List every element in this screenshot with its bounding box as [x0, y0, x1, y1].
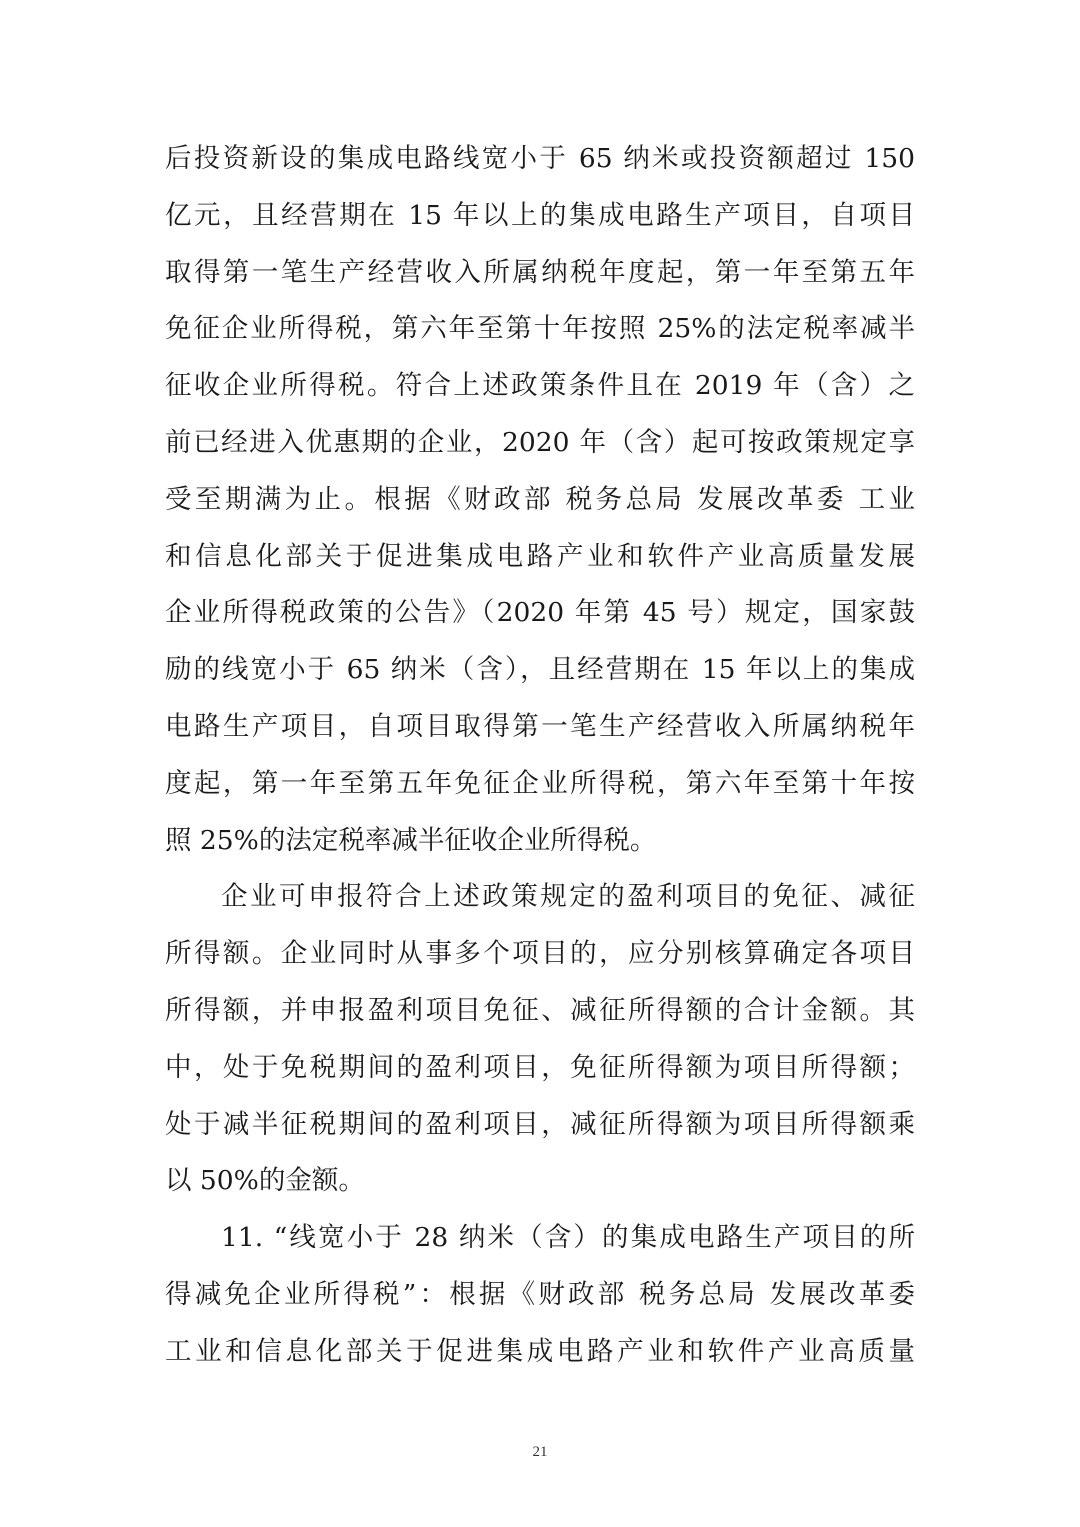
text-line: 照 25%的法定税率减半征收企业所得税。 — [165, 824, 657, 856]
text-line: 征收企业所得税。符合上述政策条件且在 2019 年（含）之 — [165, 370, 915, 402]
text-line: 处于减半征税期间的盈利项目，减征所得额为项目所得额乘 — [165, 1108, 915, 1140]
text-line: 所得额，并申报盈利项目免征、减征所得额的合计金额。其 — [165, 994, 915, 1026]
text-line: 工业和信息化部关于促进集成电路产业和软件产业高质量 — [165, 1335, 915, 1367]
text-line: 得减免企业所得税”：根据《财政部 税务总局 发展改革委 — [165, 1278, 915, 1310]
text-line: 励的线宽小于 65 纳米（含），且经营期在 15 年以上的集成 — [165, 654, 915, 686]
text-line: 前已经进入优惠期的企业，2020 年（含）起可按政策规定享 — [165, 426, 915, 458]
text-line: 免征企业所得税，第六年至第十年按照 25%的法定税率减半 — [165, 313, 915, 345]
text-line: 中，处于免税期间的盈利项目，免征所得额为项目所得额； — [165, 1051, 915, 1083]
text-line: 和信息化部关于促进集成电路产业和软件产业高质量发展 — [165, 540, 915, 572]
text-line: 以 50%的金额。 — [165, 1165, 365, 1197]
text-line: 后投资新设的集成电路线宽小于 65 纳米或投资额超过 150 — [165, 143, 915, 174]
document-body — [165, 131, 915, 1381]
text-line: 取得第一笔生产经营收入所属纳税年度起，第一年至第五年 — [165, 256, 915, 288]
text-line: 企业所得税政策的公告》（2020 年第 45 号）规定，国家鼓 — [165, 597, 915, 629]
text-line: 受至期满为止。根据《财政部 税务总局 发展改革委 工业 — [165, 483, 915, 515]
text-line: 11. “线宽小于 28 纳米（含）的集成电路生产项目的所 — [221, 1222, 915, 1254]
text-line: 亿元，且经营期在 15 年以上的集成电路生产项目，自项目 — [165, 199, 915, 231]
text-line: 所得额。企业同时从事多个项目的，应分别核算确定各项目 — [165, 938, 915, 970]
text-line: 电路生产项目，自项目取得第一笔生产经营收入所属纳税年 — [165, 710, 915, 742]
text-line: 企业可申报符合上述政策规定的盈利项目的免征、减征 — [221, 881, 915, 913]
page-number: 21 — [532, 1444, 548, 1460]
text-line: 度起，第一年至第五年免征企业所得税，第六年至第十年按 — [165, 767, 915, 799]
